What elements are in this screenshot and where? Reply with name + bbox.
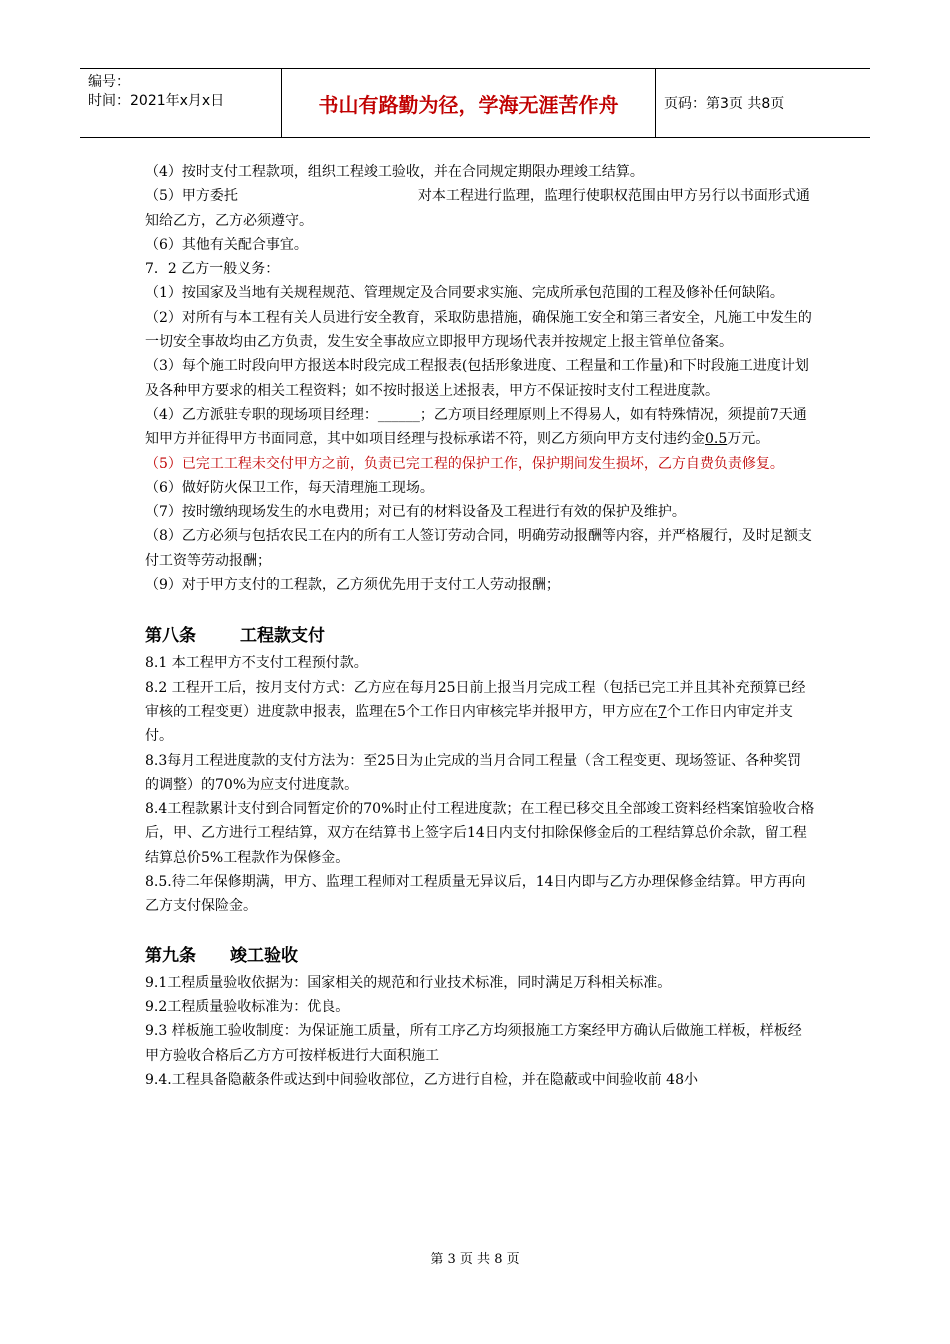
section-heading-9: 第九条 竣工验收 [145, 945, 298, 966]
paragraph: （1）按国家及当地有关规程规范、管理规定及合同要求实施、完成所承包范围的工程及修补任何缺陷。 [145, 285, 784, 302]
paragraph: （8）乙方必须与包括农民工在内的所有工人签订劳动合同，明确劳动报酬等内容，并严格履行，及时足额支付工资等劳动报酬； [145, 528, 812, 569]
paragraph: 9.3 样板施工验收制度：为保证施工质量，所有工序乙方均须报施工方案经甲方确认后做施工样板，样板经甲方验收合格后乙方方可按样板进行大面积施工 [145, 1023, 802, 1064]
paragraph: （4）按时支付工程款项，组织工程竣工验收，并在合同规定期限办理竣工结算。 [145, 164, 644, 180]
header-motto: 书山有路勤为径，学海无涯苦作舟 [282, 69, 656, 137]
page-footer: 第 3 页 共 8 页 [430, 1252, 520, 1267]
paragraph: 9.1工程质量验收依据为：国家相关的规范和行业技术标准，同时满足万科相关标准。 [145, 974, 672, 991]
highlighted-paragraph: （5）已完工工程未交付甲方之前，负责已完工程的保护工作，保护期间发生损坏，乙方自费负责修复。 [145, 455, 784, 472]
document-body [145, 160, 815, 1092]
paragraph: 8.4工程款累计支付到合同暂定价的70%时止付工程进度款；在工程已移交且全部竣工资料经档案馆验收合格后，甲、乙方进行工程结算，双方在结算书上签字后14日内支付扣除保修金后的工程结算总价余款，留工程结算总价5%工程款作为保修金。 [145, 801, 815, 866]
paragraph: 8.2 工程开工后，按月支付方式：乙方应在每月25日前上报当月完成工程（包括已完工并且其补充预算已经审核的工程变更）进度款申报表，监理在5个工作日内审核完毕并报甲方，甲方应在7个工作日内审定并支付。 [145, 679, 806, 745]
paragraph: 9.4.工程具备隐蔽条件或达到中间验收部位，乙方进行自检，并在隐蔽或中间验收前 48小 [145, 1071, 698, 1088]
penalty-amount: 0.5 [705, 431, 728, 448]
paragraph: （6）做好防火保卫工作，每天清理施工现场。 [145, 479, 434, 496]
paragraph: （5）甲方委托 对本工程进行监理，监理行使职权范围由甲方另行以书面形式通知给乙方，乙方必须遵守。 [145, 188, 810, 229]
paragraph: （4）乙方派驻专职的现场项目经理：______；乙方项目经理原则上不得易人，如有特殊情况，须提前7天通知甲方并征得甲方书面同意，其中如项目经理与投标承诺不符，则乙方须向甲方支付违约金0.5万元。 [145, 403, 815, 452]
paragraph: 8.1 本工程甲方不支付工程预付款。 [145, 655, 368, 672]
fill-in-blank: ______ [377, 406, 420, 423]
page-header [80, 68, 870, 138]
paragraph: 8.3每月工程进度款的支付方法为：至25日为止完成的当月合同工程量（含工程变更、现场签证、各种奖罚的调整）的70%为应支付进度款。 [145, 752, 802, 793]
paragraph: （2）对所有与本工程有关人员进行安全教育，采取防患措施，确保施工安全和第三者安全，凡施工中发生的一切安全事故均由乙方负责，发生安全事故应立即报甲方现场代表并按规定上报主管单位备案。 [145, 309, 812, 351]
header-page-label: 页码：第3页 共8页 [664, 96, 785, 112]
paragraph: （9）对于甲方支付的工程款，乙方须优先用于支付工人劳动报酬； [145, 577, 560, 594]
paragraph: 8.5.待二年保修期满，甲方、监理工程师对工程质量无异议后，14日内即与乙方办理保修金结算。甲方再向乙方支付保险金。 [145, 874, 806, 915]
paragraph: （6）其他有关配合事宜。 [145, 236, 308, 253]
paragraph: （3）每个施工时段向甲方报送本时段完成工程报表(包括形象进度、工程量和工作量)和下时段施工进度计划及各种甲方要求的相关工程资料；如不按时报送上述报表，甲方不保证按时支付工程进度款。 [145, 358, 809, 399]
document-number-label: 编号： [88, 74, 130, 90]
paragraph: （7）按时缴纳现场发生的水电费用；对已有的材料设备及工程进行有效的保护及维护。 [145, 504, 686, 521]
paragraph: 9.2工程质量验收标准为：优良。 [145, 998, 350, 1015]
days-value: 7 [657, 703, 667, 720]
subsection-title: 7．2 乙方一般义务： [145, 261, 280, 278]
document-time-label: 时间：2021年x月x日 [88, 93, 225, 109]
header-meta [80, 69, 282, 137]
section-heading-8: 第八条 工程款支付 [145, 626, 325, 647]
